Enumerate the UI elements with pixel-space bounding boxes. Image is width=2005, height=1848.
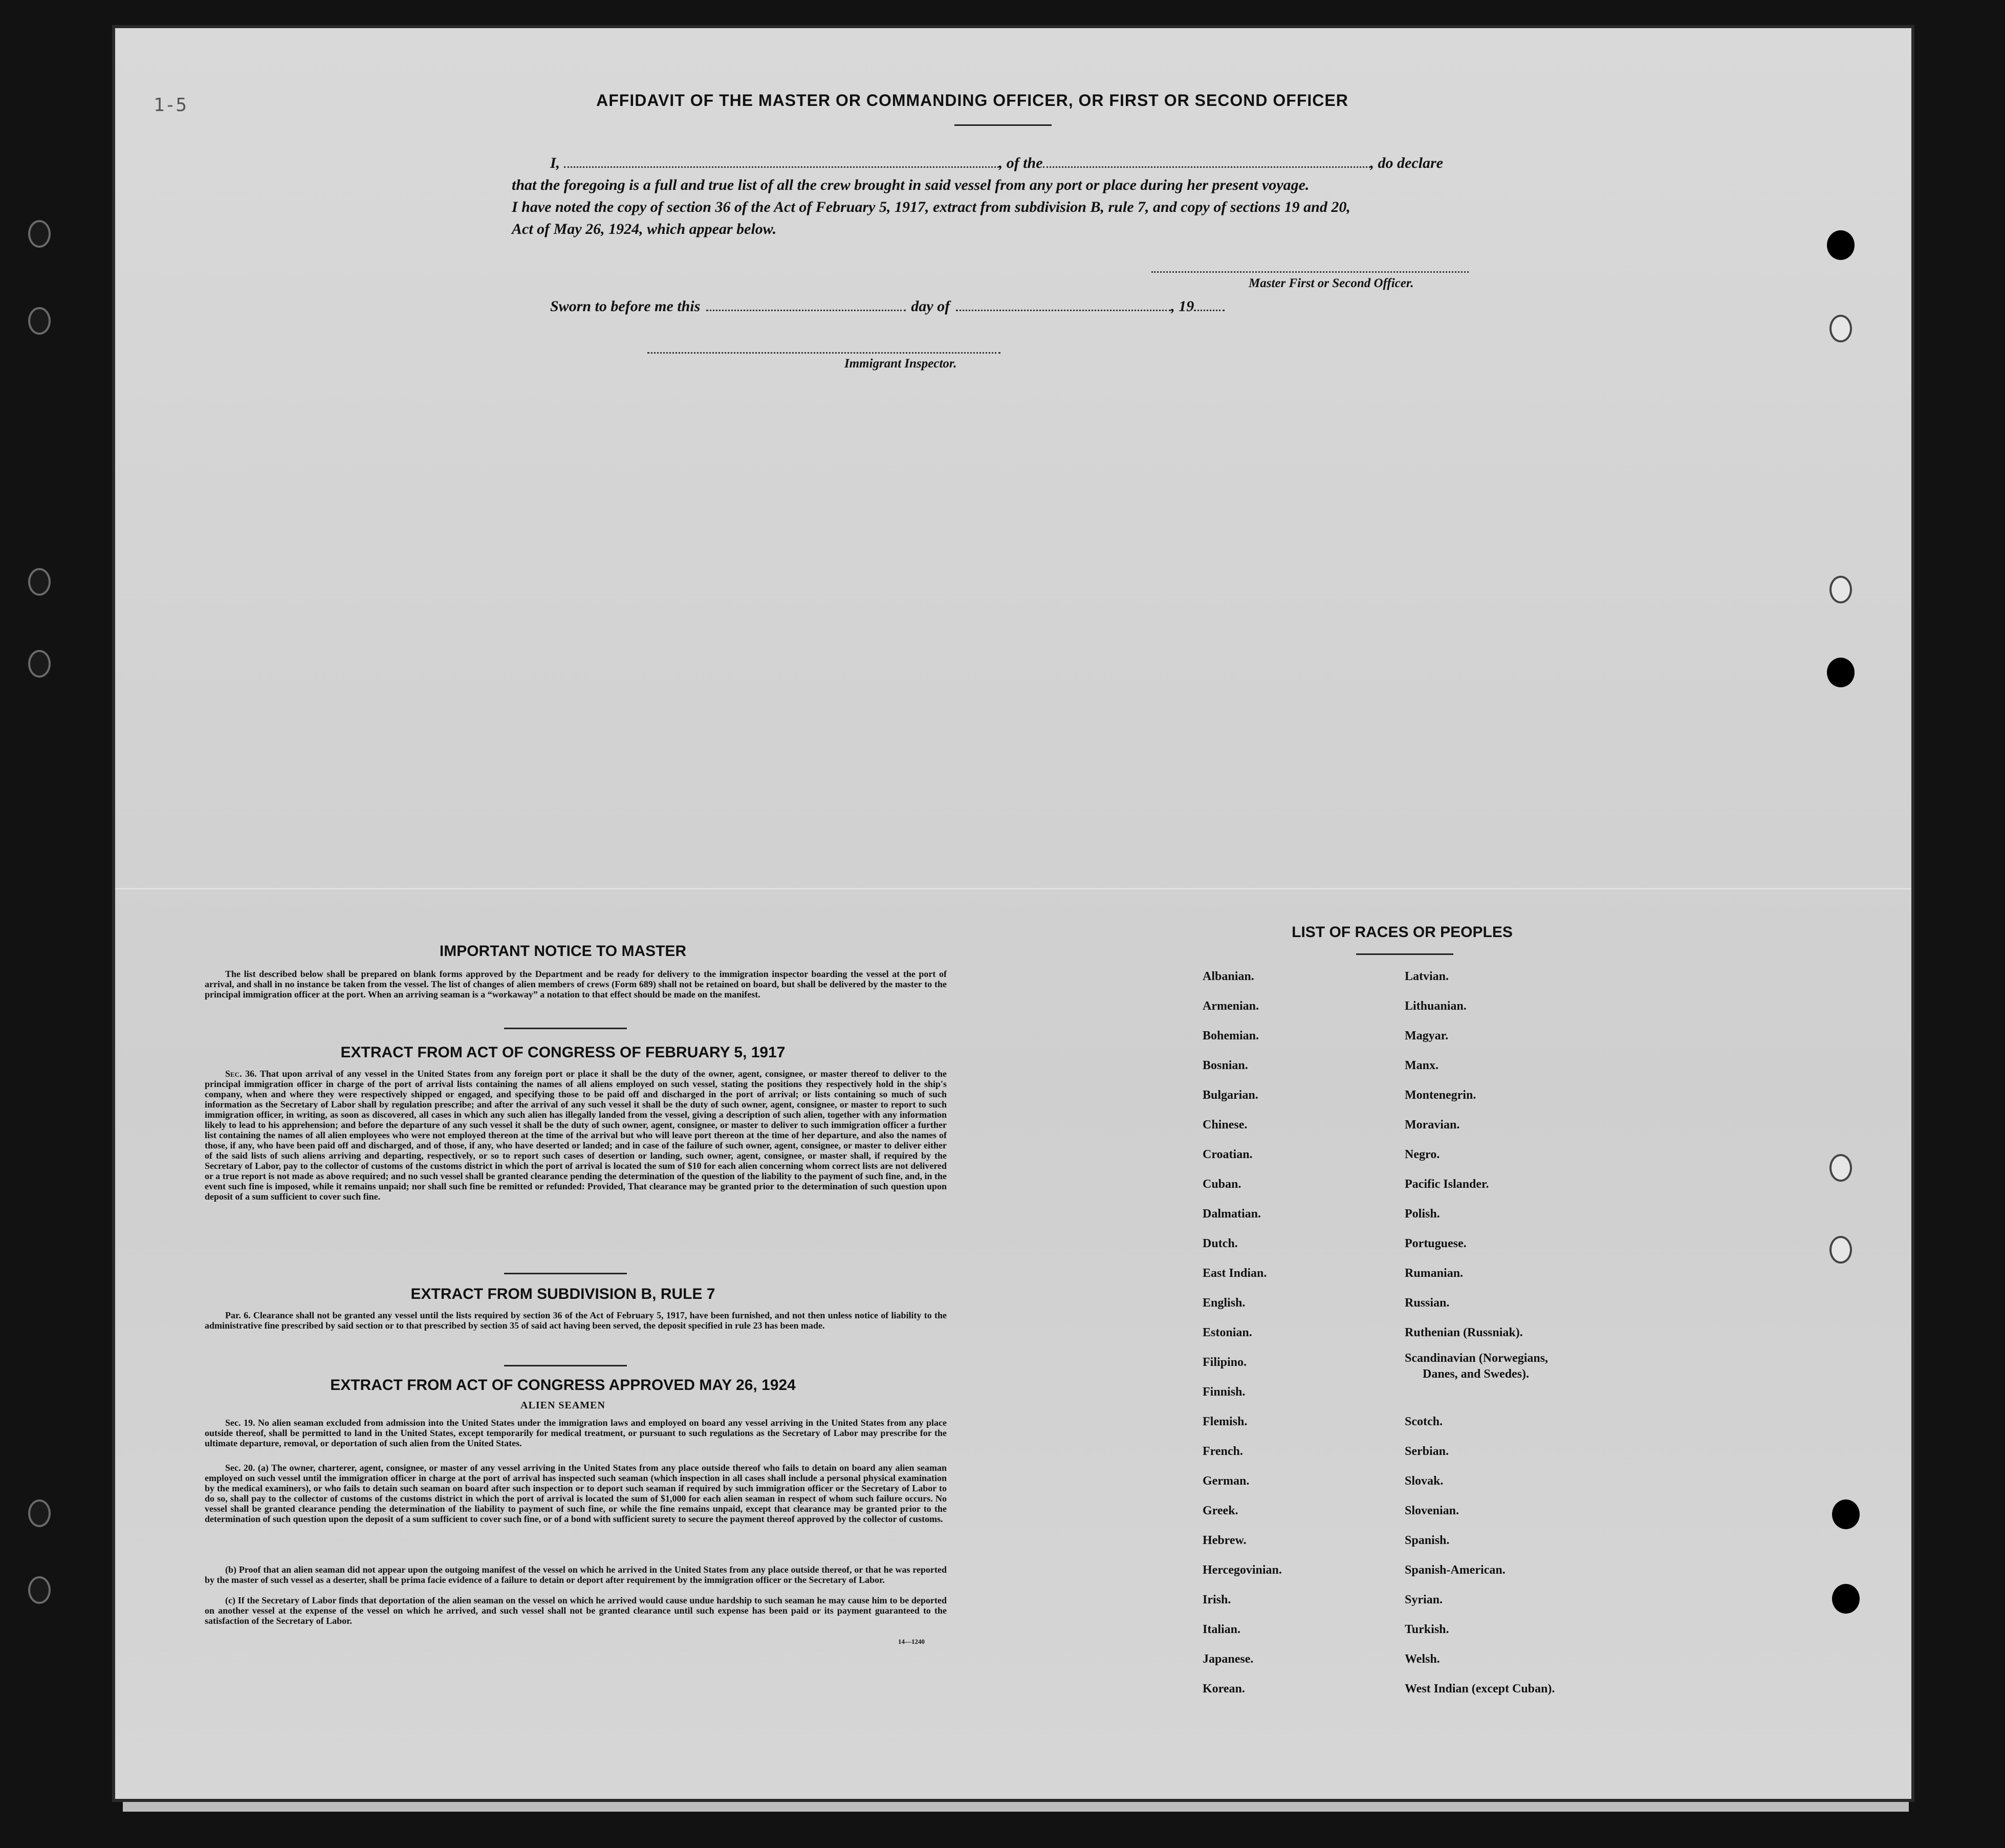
race-item: German. bbox=[1203, 1474, 1250, 1488]
races-title: LIST OF RACES OR PEOPLES bbox=[1292, 924, 1513, 941]
notice-rule bbox=[504, 1028, 627, 1029]
race-item: Irish. bbox=[1203, 1593, 1231, 1606]
race-item: Spanish. bbox=[1405, 1534, 1450, 1547]
sworn-year: , 19 bbox=[1171, 298, 1194, 315]
extract-rule7-title: EXTRACT FROM SUBDIVISION B, RULE 7 bbox=[410, 1286, 715, 1302]
race-item: Pacific Islander. bbox=[1405, 1178, 1489, 1191]
vessel-blank[interactable] bbox=[1043, 166, 1370, 168]
inspector-signature-line[interactable] bbox=[647, 352, 1000, 354]
race-item: Slovenian. bbox=[1405, 1504, 1459, 1517]
race-item: Ruthenian (Russniak). bbox=[1405, 1326, 1523, 1339]
master-signature-label: Master First or Second Officer. bbox=[1249, 276, 1414, 290]
name-blank[interactable] bbox=[564, 166, 999, 168]
race-item: French. bbox=[1203, 1445, 1243, 1458]
affidavit-line-4: Act of May 26, 1924, which appear below. bbox=[512, 221, 777, 237]
race-item: Polish. bbox=[1405, 1207, 1440, 1221]
race-item: Chinese. bbox=[1203, 1118, 1248, 1132]
race-item: Turkish. bbox=[1405, 1623, 1449, 1636]
fold-line bbox=[115, 888, 1911, 889]
affidavit-line-1 bbox=[550, 155, 1443, 172]
extract-1917-title: EXTRACT FROM ACT OF CONGRESS OF FEBRUARY 5, 1917 bbox=[340, 1044, 786, 1061]
sworn-month-blank[interactable] bbox=[956, 310, 1171, 311]
race-item: Estonian. bbox=[1203, 1326, 1252, 1339]
race-item: Cuban. bbox=[1203, 1178, 1241, 1191]
race-item: West Indian (except Cuban). bbox=[1405, 1682, 1555, 1695]
race-item: Dalmatian. bbox=[1203, 1207, 1261, 1221]
race-item: Bulgarian. bbox=[1203, 1089, 1258, 1102]
section-20a-text: Sec. 20. (a) The owner, charterer, agent, consignee, or master of any vessel arriving in the United States from any place outside thereof who fails to detain on board any alien seaman employed on such vessel until the immigration officer in charge at the port of arrival has inspected such seaman (which inspection in all cases shall include a personal physical examination by the medical examiners), or who fails to detain such seaman on board after such inspection or to deport such seaman if required by such immigration officer or the Secretary of Labor to do so, shall pay to the collector of customs of the customs district in which the port of arrival is located the sum of $1,000 for each alien seaman in respect of whom such failure occurs. No vessel shall be granted clearance pending the determination of the liability to payment of such fine, or while the fine remains unpaid, except that clearance may be granted prior to the determination of such question upon the deposit of a sum sufficient to cover such fine, or of a bond with sufficient surety to secure the payment thereof approved by the collector of customs. bbox=[205, 1463, 947, 1524]
section-19-text: Sec. 19. No alien seaman excluded from admission into the United States under the immigration laws and employed on board any vessel arriving in the United States from any place outside thereof, shall be permitted to land in the United States, except temporarily for medical treatment, or pursuant to such regulations as the Secretary of Labor may prescribe for the ultimate departure, removal, or deportation of such alien from the United States. bbox=[205, 1418, 947, 1448]
race-item: Filipino. bbox=[1203, 1356, 1247, 1369]
punch-hole bbox=[28, 568, 51, 596]
affidavit-i: I, bbox=[550, 155, 564, 171]
title-rule bbox=[954, 124, 1052, 126]
race-item: Japanese. bbox=[1203, 1653, 1254, 1666]
form-number: 14—1240 bbox=[898, 1638, 925, 1645]
race-item: Magyar. bbox=[1405, 1029, 1449, 1042]
extract-rule7-text: Par. 6. Clearance shall not be granted any vessel until the lists required by section 36 of the Act of February 5, 1917, have been furnished, and not then unless notice of liability to the administrative fine prescribed by said section or to that prescribed by section 35 of said act having been served, the deposit specified in rule 23 has been made. bbox=[205, 1310, 947, 1331]
punch-hole bbox=[1832, 1499, 1860, 1529]
race-item: Finnish. bbox=[1203, 1385, 1246, 1399]
race-item: Portuguese. bbox=[1405, 1237, 1467, 1250]
race-item: Scotch. bbox=[1405, 1415, 1443, 1428]
race-item: Armenian. bbox=[1203, 999, 1259, 1013]
punch-hole bbox=[1829, 576, 1852, 603]
race-item: Lithuanian. bbox=[1405, 999, 1467, 1013]
punch-hole bbox=[1829, 315, 1852, 342]
race-item: Italian. bbox=[1203, 1623, 1241, 1636]
punch-hole bbox=[28, 1576, 51, 1604]
race-item: Russian. bbox=[1405, 1296, 1450, 1310]
section-20c-text: (c) If the Secretary of Labor finds that deportation of the alien seaman on the vessel on which he arrived would cause undue hardship to such seaman he may cause him to be deported on another vessel at the expense of the vessel on which he arrived, and such vessel shall not be granted clearance until such expense has been paid or its payment guaranteed to the satisfaction of the Secretary of Labor. bbox=[205, 1595, 947, 1626]
race-item: Spanish-American. bbox=[1405, 1563, 1506, 1577]
sworn-line bbox=[550, 298, 1225, 315]
race-item: Hebrew. bbox=[1203, 1534, 1247, 1547]
punch-hole bbox=[1829, 1154, 1852, 1182]
race-item: Croatian. bbox=[1203, 1148, 1253, 1161]
corner-mark: 1-5 bbox=[154, 95, 187, 116]
race-item: Korean. bbox=[1203, 1682, 1245, 1695]
race-item: Syrian. bbox=[1405, 1593, 1443, 1606]
race-item: Albanian. bbox=[1203, 970, 1254, 983]
punch-hole bbox=[28, 307, 51, 335]
section-36-text: That upon arrival of any vessel in the United States from any foreign port or place it shall be the duty of the owner, agent, consignee, or master thereof to deliver to the principal immigration officer in charge of the port of arrival lists containing the names of all aliens employed on such vessel, stating the positions they respectively hold in the ship's company, when and where they were respectively shipped or engaged, and specifying those to be paid off and discharged in the port of arrival; or lists containing so much of such information as the Secretary of Labor shall by regulation prescribe; and after the arrival of any such vessel it shall be the duty of such owner, agent, consignee, or master to report to such immigration officer, in writing, as soon as discovered, all cases in which any such alien has illegally landed from the vessel, giving a description of such alien, together with any information likely to lead to his apprehension; and before the departure of any such vessel it shall be the duty of such owner, agent, consignee, or master to deliver to such immigration officer a further list containing the names of all alien employees who were not employed thereon at the time of the arrival but who will leave port thereon at the time of her departure, and also the names of those, if any, who have been paid off and discharged, and of those, if any, who have deserted or landed; and in case of the failure of such owner, agent, consignee, or master to deliver either of the said lists of such aliens arriving and departing, respectively, or so to report such cases of desertion or landing, such owner, agent, consignee, or master shall, if required by the Secretary of Labor, pay to the collector of customs of the customs district in which the port of arrival is located the sum of $10 for each alien concerning whom correct lists are not delivered or a true report is not made as above required; and no such vessel shall be granted clearance pending the determination of the question of the liability to the payment of such fine, and, in the event such fine is imposed, while it remains unpaid; nor shall such fine be remitted or refunded: Provided, That clearance may be granted prior to the determination of such question upon deposit of a sum sufficient to cover such fine. bbox=[205, 1069, 947, 1202]
race-item: Greek. bbox=[1203, 1504, 1238, 1517]
notice-title: IMPORTANT NOTICE TO MASTER bbox=[439, 943, 687, 960]
race-item: Hercegovinian. bbox=[1203, 1563, 1282, 1577]
sworn-year-blank[interactable] bbox=[1194, 310, 1225, 311]
race-item: Scandinavian (Norwegians, bbox=[1405, 1352, 1549, 1365]
race-item: East Indian. bbox=[1203, 1267, 1267, 1280]
document-sheet bbox=[115, 28, 1911, 1799]
affidavit-of-the: , of the bbox=[998, 155, 1043, 171]
extract-rule7-rule bbox=[504, 1365, 627, 1366]
race-item: Serbian. bbox=[1405, 1445, 1449, 1458]
race-item: Bohemian. bbox=[1203, 1029, 1259, 1042]
sworn-text: Sworn to before me this bbox=[550, 298, 701, 315]
extract-1924-title: EXTRACT FROM ACT OF CONGRESS APPROVED MAY 26, 1924 bbox=[330, 1377, 796, 1394]
punch-hole bbox=[1827, 230, 1855, 260]
race-item: Moravian. bbox=[1405, 1118, 1460, 1132]
punch-hole bbox=[28, 1499, 51, 1527]
race-item: Manx. bbox=[1405, 1059, 1439, 1072]
race-item: Montenegrin. bbox=[1405, 1089, 1476, 1102]
race-item: Latvian. bbox=[1405, 970, 1449, 983]
race-item: Dutch. bbox=[1203, 1237, 1238, 1250]
affidavit-line-2: that the foregoing is a full and true list of all the crew brought in said vessel from any port or place during her present voyage. bbox=[512, 177, 1310, 193]
sworn-day-of: day of bbox=[911, 298, 950, 315]
race-item: Rumanian. bbox=[1405, 1267, 1464, 1280]
race-item: Bosnian. bbox=[1203, 1059, 1248, 1072]
race-item: English. bbox=[1203, 1296, 1246, 1310]
punch-hole bbox=[1827, 658, 1855, 687]
punch-hole bbox=[1832, 1584, 1860, 1614]
master-signature-line[interactable] bbox=[1151, 271, 1469, 273]
race-item: Flemish. bbox=[1203, 1415, 1248, 1428]
affidavit-title: AFFIDAVIT OF THE MASTER OR COMMANDING OFFICER, OR FIRST OR SECOND OFFICER bbox=[596, 91, 1348, 110]
races-rule bbox=[1356, 953, 1453, 955]
notice-text: The list described below shall be prepared on blank forms approved by the Department and be ready for delivery to the immigration inspector boarding the vessel at the port of arrival, and shall in no instance be taken from the vessel. The list of changes of alien members of crews (Form 689) shall not be retained on board, but shall be delivered by the master to the principal immigration officer at the port. When an arriving seaman is a “workaway” a notation to that effect should be made on the manifest. bbox=[205, 969, 947, 999]
punch-hole bbox=[28, 650, 51, 678]
race-item: Slovak. bbox=[1405, 1474, 1444, 1488]
inspector-signature-label: Immigrant Inspector. bbox=[844, 357, 957, 371]
race-item: Danes, and Swedes). bbox=[1423, 1367, 1530, 1381]
race-item: Welsh. bbox=[1405, 1653, 1440, 1666]
extract-1917-text bbox=[205, 1069, 947, 1202]
section-36-label: Sec. 36. bbox=[225, 1069, 257, 1079]
extract-1924-subtitle: ALIEN SEAMEN bbox=[520, 1400, 605, 1411]
extract-1917-rule bbox=[504, 1273, 627, 1274]
affidavit-line-3: I have noted the copy of section 36 of the Act of February 5, 1917, extract from subdivision B, rule 7, and copy of sections 19 and 20, bbox=[512, 199, 1350, 215]
race-item: Negro. bbox=[1405, 1148, 1440, 1161]
section-20b-text: (b) Proof that an alien seaman did not appear upon the outgoing manifest of the vessel on which he arrived in the United States from any place outside thereof, or that he was reported by the master of such vessel as a deserter, shall be prima facie evidence of a failure to detain or deport after requirement by the immigration officer or the Secretary of Labor. bbox=[205, 1564, 947, 1585]
affidavit-do-declare: , do declare bbox=[1370, 155, 1443, 171]
punch-hole bbox=[28, 220, 51, 248]
punch-hole bbox=[1829, 1236, 1852, 1264]
sworn-day-blank[interactable] bbox=[706, 310, 906, 311]
